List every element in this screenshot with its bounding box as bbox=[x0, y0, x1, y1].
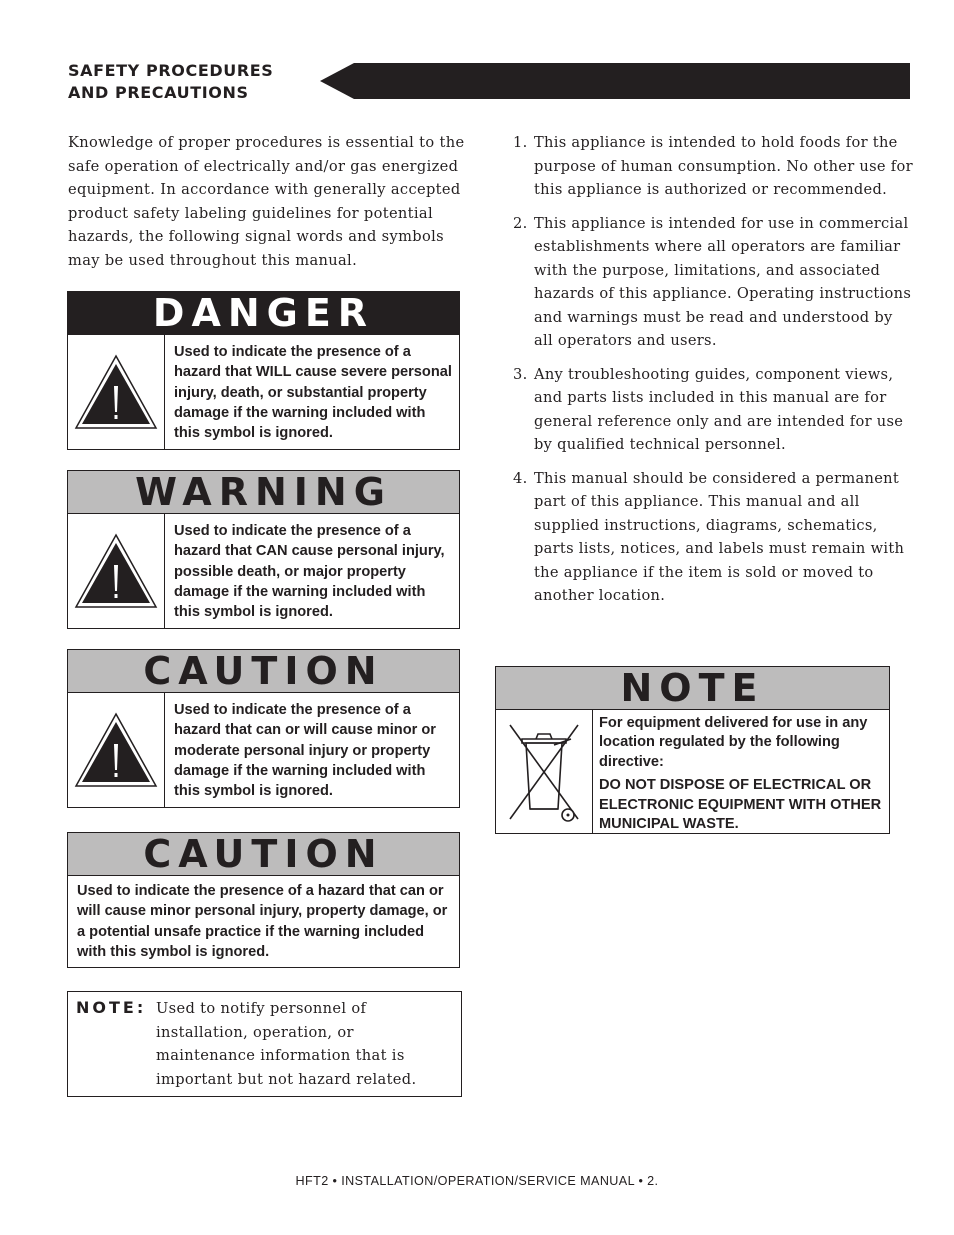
weee-icon-cell bbox=[496, 710, 593, 833]
danger-title: DANGER bbox=[68, 292, 459, 335]
note-text: Used to notify personnel of installation, operation, or maintenance information that is important but not hazard related. bbox=[156, 1000, 417, 1088]
list-item-number: 4. bbox=[513, 469, 528, 487]
list-item-text: This appliance is intended to hold foods for the purpose of human consumption. No other use for this appliance is authorized or recommended. bbox=[534, 134, 913, 198]
list-item-number: 2. bbox=[513, 214, 528, 232]
hazard-icon-cell bbox=[68, 335, 165, 449]
list-item bbox=[513, 212, 913, 353]
list-item-number: 3. bbox=[513, 365, 528, 383]
hazard-icon-cell bbox=[68, 514, 165, 628]
warning-text: Used to indicate the presence of a hazard that CAN cause personal injury, possible death, or major property damage if the warning included with this symbol is ignored. bbox=[174, 523, 445, 621]
list-item-text: This appliance is intended for use in commercial establishments where all operators are familiar with the purpose, limitations, and associated hazards of this appliance. Operating instructions and warnings must be read and understood by all operators and users. bbox=[534, 214, 912, 349]
list-item-text: This manual should be considered a permanent part of this appliance. This manual and all supplied instructions, diagrams, schematics, parts lists, notices, and labels must remain with the appliance if the item is sold or moved to another location. bbox=[534, 469, 905, 604]
list-item bbox=[513, 131, 913, 202]
caution-title: CAUTION bbox=[68, 833, 459, 876]
crossed-out-wheelie-bin-icon bbox=[502, 715, 586, 829]
caution-text-sign bbox=[67, 832, 460, 968]
section-title-line-2: AND PRECAUTIONS bbox=[68, 83, 249, 102]
safety-list bbox=[513, 131, 913, 618]
weee-directive: DO NOT DISPOSE OF ELECTRICAL OR ELECTRONIC EQUIPMENT WITH OTHER MUNICIPAL WASTE. bbox=[599, 777, 882, 833]
caution-symbol-sign bbox=[67, 649, 460, 808]
list-item bbox=[513, 467, 913, 608]
note-title: NOTE bbox=[496, 667, 889, 710]
warning-title: WARNING bbox=[68, 471, 459, 514]
section-title bbox=[68, 60, 328, 104]
page-footer: HFT2 • INSTALLATION/OPERATION/SERVICE MANUAL • 2. bbox=[295, 1174, 659, 1188]
warning-sign bbox=[67, 470, 460, 629]
weee-note-text-cell bbox=[593, 710, 889, 833]
danger-sign bbox=[67, 291, 460, 450]
section-title-line-1: SAFETY PROCEDURES bbox=[68, 61, 274, 80]
list-item bbox=[513, 363, 913, 457]
warning-triangle-icon bbox=[74, 533, 158, 609]
note-label: NOTE: bbox=[76, 998, 147, 1017]
caution-symbol-text: Used to indicate the presence of a hazard that can or will cause minor or moderate personal injury or property damage if the warning included with this symbol is ignored. bbox=[174, 702, 436, 800]
weee-note-box bbox=[495, 666, 890, 834]
danger-text: Used to indicate the presence of a hazard that WILL cause severe personal injury, death, or substantial property damage if the warning included with this symbol is ignored. bbox=[174, 344, 452, 442]
note-box-small bbox=[67, 991, 462, 1097]
header-bar bbox=[320, 63, 910, 99]
caution-title: CAUTION bbox=[68, 650, 459, 693]
weee-note-text: For equipment delivered for use in any location regulated by the following directive: bbox=[599, 715, 868, 770]
warning-triangle-icon bbox=[74, 712, 158, 788]
caution-text: Used to indicate the presence of a hazard that can or will cause minor personal injury, property damage, or a potential unsafe practice if the warning included with this symbol is ignored. bbox=[77, 883, 448, 960]
hazard-icon-cell bbox=[68, 693, 165, 807]
intro-paragraph: Knowledge of proper procedures is essential to the safe operation of electrically and/or gas energized equipment. In accordance with generally accepted product safety labeling guidelines for potential hazards, the following signal words and symbols may be used throughout this manual. bbox=[68, 134, 465, 269]
list-item-number: 1. bbox=[513, 134, 528, 151]
list-item-text: Any troubleshooting guides, component views, and parts lists included in this manual are for general reference only and are intended for use by qualified technical personnel. bbox=[534, 365, 904, 453]
warning-triangle-icon bbox=[74, 354, 158, 430]
